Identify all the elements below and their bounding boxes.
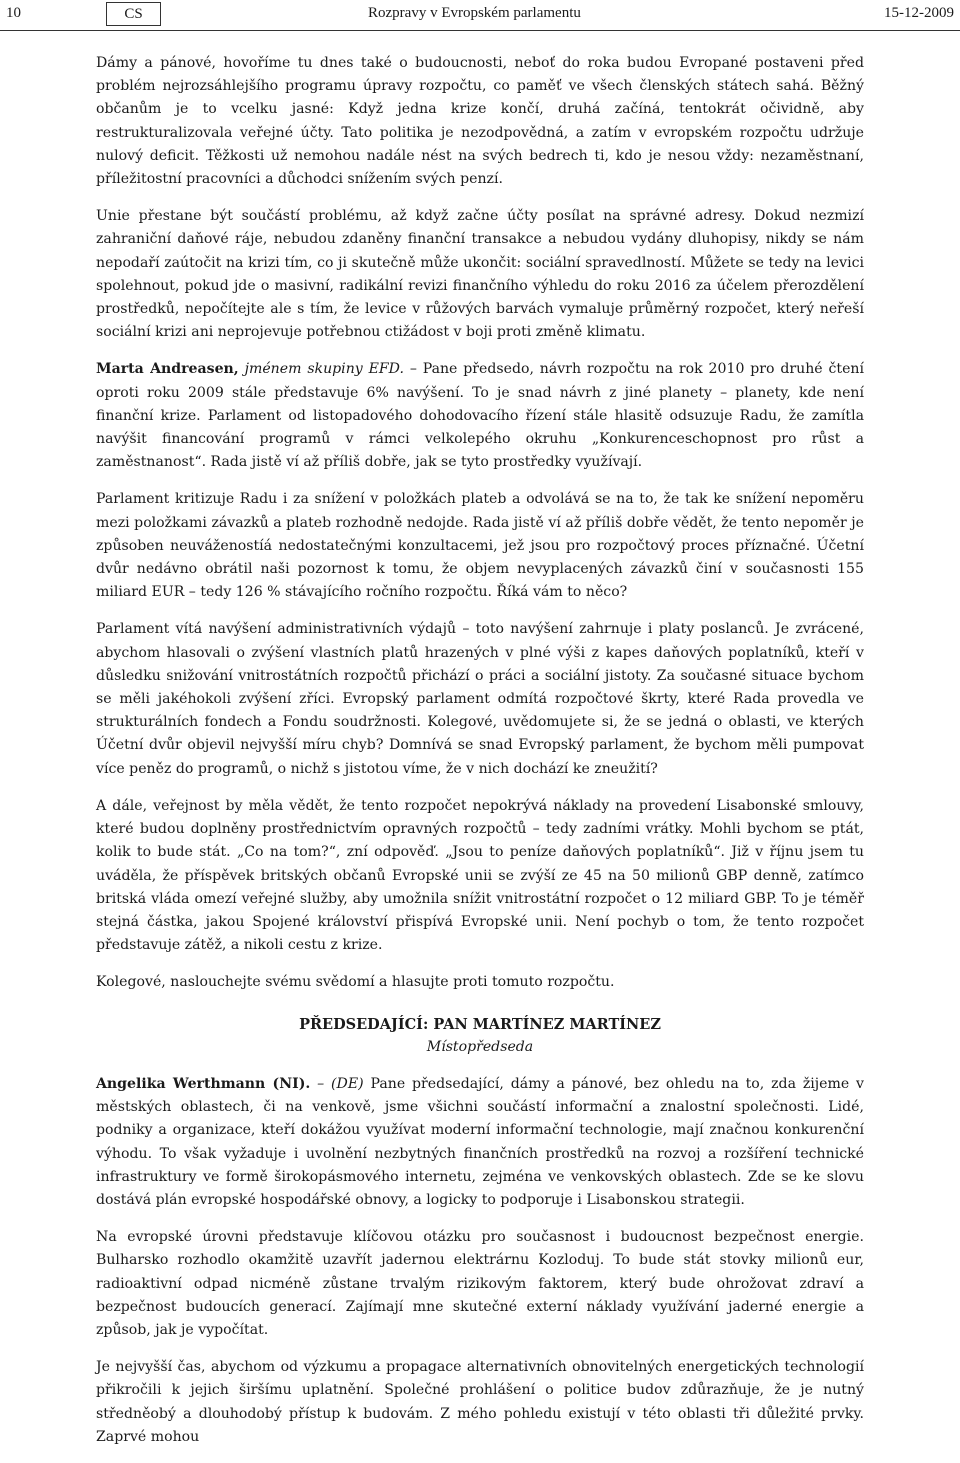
page-number: 10	[6, 5, 21, 21]
speaker-affiliation: jménem skupiny EFD.	[244, 361, 404, 378]
language-badge: CS	[106, 2, 161, 26]
speech-paragraph	[96, 358, 864, 474]
paragraph: A dále, veřejnost by měla vědět, že tento rozpočet nepokrývá náklady na provedení Lisabonské smlouvy, které budou doplněny prostřednictvím opravných rozpočtů – tedy zadními vrátky. Mohli bychom se ptát, kolik to bude stát. „Co na tom?“, zní odpověď. „Jsou to peníze daňových poplatníků“. Již v říjnu jsem tu uváděla, že příspěvek britských občanů Evropské unii se zvýší ze 45 na 50 milionů GBP denně, zatímco britská vláda omezí veřejné služby, aby umožnila snížit vnitrostátní rozpočet o 12 miliard GBP. To je téměř stejná částka, jakou Spojené království přispívá Evropské unii. Není pochyb o tom, že tento rozpočet představuje zátěž, a nikoli cestu z krize.	[96, 797, 864, 954]
paragraph: Unie přestane být součástí problému, až když začne účty posílat na správné adresy. Dokud nezmizí zahraniční daňové ráje, nebudou zdaněny finanční transakce a nebudou vydány dluhopisy, nikdy se nám nepodaří zaútočit na krizi tím, co ji skutečně může ukončit: sociální spravedlností. Můžete se tedy na levici spolehnout, pokud jde o masivní, radikální revizi finančního výhledu do roku 2016 za účelem přerozdělení prostředků, nepočítejte ale s tím, že levice v růžových barvách vymaluje průměrný rozpočet, který neřeší sociální krizi ani neprojevuje potřebnou ctižádost v boji proti změně klimatu.	[96, 208, 864, 341]
document-body	[96, 52, 864, 1463]
publication-title: Rozpravy v Evropském parlamentu	[368, 5, 581, 21]
paragraph: Kolegové, naslouchejte svému svědomí a hlasujte proti tomuto rozpočtu.	[96, 974, 615, 991]
speech-text: – Pane předsedo, návrh rozpočtu na rok 2010 pro druhé čtení oproti roku 2009 stále představuje 6% navýšení. To je snad návrh z jiné planety – planety, kde není finanční krize. Parlament od listopadového dohodovacího řízení stále hlasitě odsuzuje Radu, že zamítla navýšit financování programů v rámci velkolepého okruhu „Konkurenceschopnost pro růst a zaměstnanost“. Rada jistě ví až příliš dobře, jak se tyto prostředky využívají.	[96, 361, 864, 471]
speech-paragraph	[96, 1073, 864, 1212]
paragraph: Na evropské úrovni představuje klíčovou otázku pro současnost i budoucnost bezpečnost energie. Bulharsko rozhodlo okamžitě uzavřít jadernou elektrárnu Kozloduj. To bude stát stovky milionů eur, radioaktivní odpad nicméně zůstane trvalým rizikovým faktorem, který bude ohrožovat zdraví a bezpečnost budoucích generací. Zajímají mne skutečné externí náklady využívání jaderné energie a způsob, jak je vypočítat.	[96, 1229, 864, 1338]
page-header	[0, 0, 960, 31]
chair-heading	[96, 1013, 864, 1059]
paragraph: Je nejvyšší čas, abychom od výzkumu a propagace alternativních obnovitelných energetických technologií přikročili k jejich širšímu uplatnění. Společné prohlášení o politice budov zdůrazňuje, že je nutný středněobý a dlouhodobý přístup k budovám. Z mého pohledu existují v této oblasti tři důležité prvky. Zaprvé mohou	[96, 1359, 864, 1445]
speaker-name: Marta Andreasen,	[96, 361, 239, 378]
speaker-name: Angelika Werthmann (NI).	[96, 1075, 311, 1092]
speech-text: Pane předsedající, dámy a pánové, bez ohledu na to, zda žijeme v městských oblastech, či na venkově, jsme všichni součástí informační a znalostní společnosti. Lidé, podniky a organizace, kteří dokážou využívat moderní informační technologie, mají značnou konkurenční výhodu. To však vyžaduje i uvolnění nezbytných finančních prostředků na rozvoj a rozšíření technické infrastruktury ve formě širokopásmového internetu, zejména ve venkovských oblastech. Zde se ke slovu dostává plán evropské hospodářské obnovy, a logicky to podporuje i Lisabonskou strategii.	[96, 1075, 865, 1208]
chair-title: PŘEDSEDAJÍCÍ: PAN MARTÍNEZ MARTÍNEZ	[299, 1015, 661, 1033]
paragraph: Dámy a pánové, hovoříme tu dnes také o budoucnosti, neboť do roka budou Evropané postaveni před problém nejrozsáhlejšího programu úpravy rozpočtu, co paměť ve všech členských státech sahá. Běžný občanům je to vcelku jasné: Když jedna krize končí, druhá začíná, tentokrát očividně, aby restrukturalizovala veřejné účty. Tato politika je nezodpovědná, a zatím v evropském rozpočtu udržuje nulový deficit. Těžkosti už nemohou nadále nést na svých bedrech ti, kdo je nesou vždy: nezaměstnaní, příležitostní pracovníci a důchodci snížením svých penzí.	[96, 55, 864, 188]
paragraph: Parlament kritizuje Radu i za snížení v položkách plateb a odvolává se na to, že tak ke snížení nepoměru mezi položkami závazků a plateb rozhodně nedojde. Rada jistě ví až příliš dobře vědět, že tento nepoměr je způsoben neuváženostíá nedostatečnými konzultacemi, jež jsou pro rozpočtový proces příznačné. Účetní dvůr nedávno obrátil naši pozornost k tomu, že objem nevyplacených závazků činí v současnosti 155 miliard EUR – tedy 126 % stávajícího ročního rozpočtu. Říká vám to něco?	[96, 491, 864, 601]
paragraph: Parlament vítá navýšení administrativních výdajů – toto navýšení zahrnuje i platy poslanců. Je zvrácené, abychom hlasovali o zvýšení vlastních platů hrazených v plné výši z kapes daňových poplatníků, kteří v důsledku snižování vnitrostátních rozpočtů přichází o práci a sociální jistoty. Za současné situace bychom se měli jakéhokoli zvýšení zříci. Evropský parlament odmítá rozpočtové škrty, které Rada provedla ve strukturálních fondech a Fondu soudržnosti. Kolegové, uvědomujete si, že se jedná o oblasti, ve kterých Účetní dvůr objevil nejvyšší míru chyb? Domnívá se snad Evropský parlament, že bychom měli pumpovat více peněz do programů, o nichž s jistotou víme, že v nich dochází ke zneužití?	[96, 621, 864, 777]
speech-language: – (DE)	[310, 1075, 364, 1092]
publication-date: 15-12-2009	[884, 5, 954, 21]
chair-role: Místopředseda	[426, 1038, 534, 1055]
